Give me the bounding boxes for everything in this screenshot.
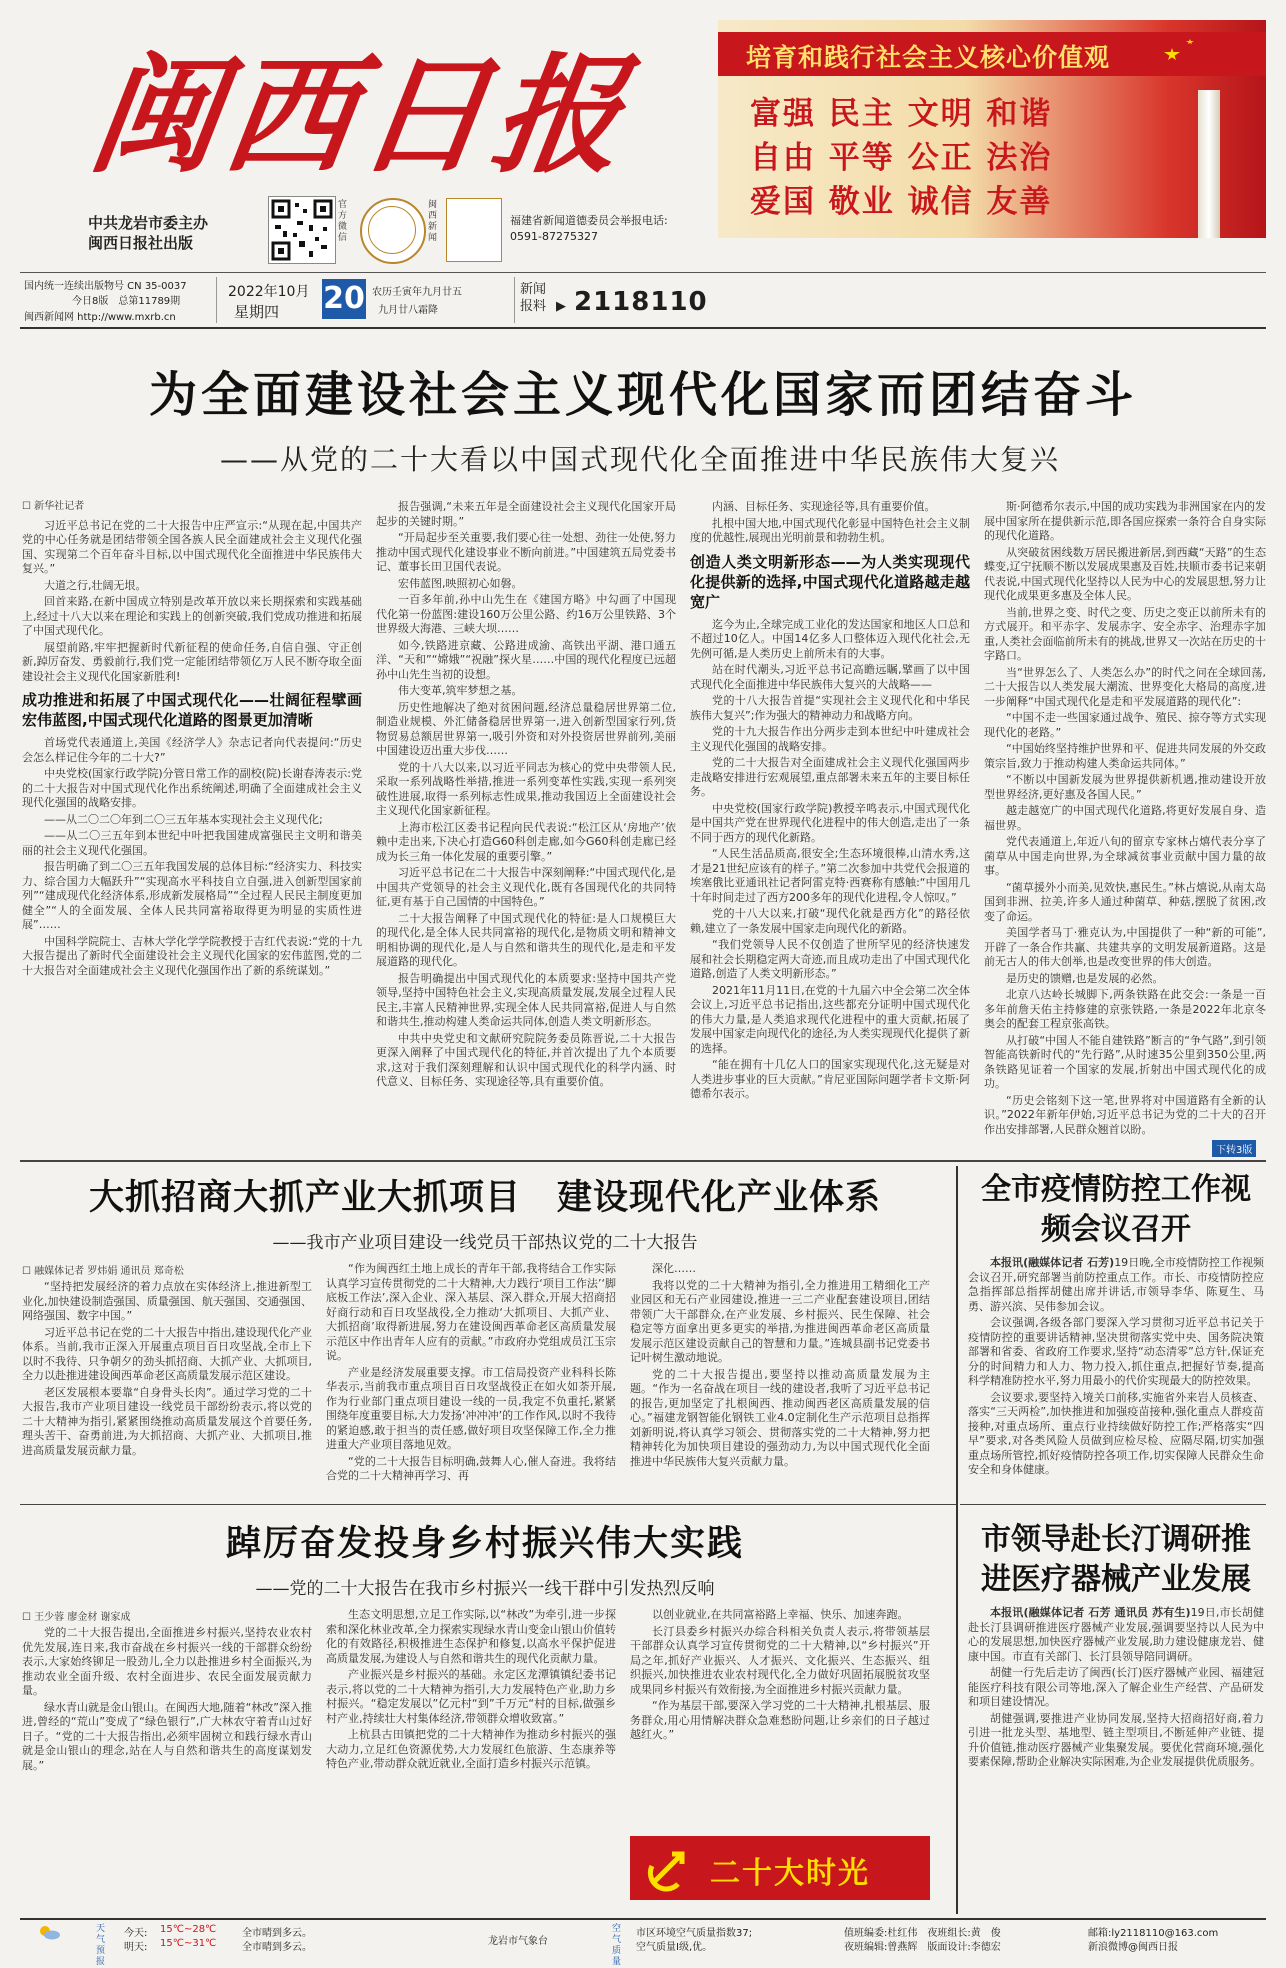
tomorrow-desc: 全市晴到多云。 [242,1942,312,1953]
paragraph: 上杭县古田镇把党的二十大精神作为推动乡村振兴的强大动力,立足红色资源优势,大力发展红色旅游、生态康养等特色产业,带动群众就近就业,全面打造乡村振兴示范镇。 [326,1728,616,1770]
honor-badge-icon [446,198,502,262]
paragraph: 绿水青山就是金山银山。在闽西大地,随着“林改”深入推进,曾经的“荒山”变成了“绿色银行”,广大林农守着青山过好日子。“党的二十大报告指出,必须牢固树立和践行绿水青山就是金山银山的理念,站在人与自然和谐共生的高度谋划发展。” [22,1700,312,1772]
story3-byline [968,1256,1264,1314]
twentieth-congress-stamp [630,1836,930,1900]
lead-col-4 [984,500,1266,1150]
story5-headline[interactable]: 市领导赴长汀调研推进医疗器械产业发展 [981,1522,1251,1597]
paragraph: 大道之行,壮阔无垠。 [44,578,147,592]
paragraph: 产业是经济发展重要支撑。市工信局投资产业科科长陈华表示,当前我市重点项目百日攻坚战役正在如火如荼开展,作为行业部门重点项目建设一线的一员,我定不负重托,紧紧围绕年度重要目标,大力发扬‘冲冲冲’的工作作风,以时不我待的紧迫感,敢于担当的责任感,做好项目攻坚保障工作,全力推进重大产业项目落地见效。 [326,1365,616,1451]
story5-body [968,1606,1264,1912]
paragraph: 生态文明思想,立足工作实际,以“林改”为牵引,进一步探索和深化林业改革,全力探索实现绿水青山变金山银山价值转化的有效路径,积极推进生态保护和修复,以高水平保护促进高质量发展,为建设人与自然和谐共生的现代化贡献力量。 [326,1608,616,1665]
lead-col-3 [690,500,970,1150]
paragraph: 产业振兴是乡村振兴的基础。永定区龙潭镇镇纪委书记表示,将以党的二十大精神为指引,大力发展特色产业,助力乡村振兴。“稳定发展以”亿元村“到”千万元“村的目标,做强乡村产业,持续壮大村集体经济,带领群众增收致富。” [326,1668,616,1725]
weather-label: 天气预报 [96,1924,106,1967]
values-row-3 [750,176,1052,221]
paragraph: “坚持把发展经济的着力点放在实体经济上,推进新型工业化,加快建设制造强国、质量强国、航天强国、交通强国、网络强国、数字中国。” [22,1280,312,1322]
value-item: 平等 [828,140,895,176]
banner-slogan: 培育和践行社会主义核心价值观 [746,43,1111,72]
qr-label: 官方微信 [338,200,348,243]
paragraph: 报告明确了到二〇三五年我国发展的总体目标:“经济实力、科技实力、综合国力大幅跃升”“实现高水平科技自立自强,进入创新型国家前列”“建成现代化经济体系,形成新发展格局”“全过程人民民主制度更加健全”“人的全面发展、全体人民共同富裕取得更为明显的实质性进展”…… [22,860,362,931]
value-item: 敬业 [828,184,895,220]
duty-editors: 值班编委:杜红伟 夜班组长:黄 俊 [844,1928,1001,1939]
paragraph: 展望前路,牢牢把握新时代新征程的使命任务,自信自强、守正创新,踔厉奋发、勇毅前行,我们党一定能团结带领亿万人民不断夺取全面建设社会主义现代化国家新胜利! [22,640,362,683]
paragraph: 中央党校(国家行政学院)教授辛鸣表示,中国式现代化是中国共产党在世界现代化进程中的伟大创造,走出了一条不同于西方的现代化新路。 [690,801,970,844]
story2-byline [22,1262,184,1277]
paragraph: 越走越宽广的中国式现代化道路,将更好发展自身、造福世界。 [984,804,1266,832]
value-item: 公正 [907,140,974,176]
website-link[interactable]: 闽西新闻网 http://www.mxrb.cn [24,312,176,323]
banner-pillar-icon [1198,90,1220,238]
footer-bar [20,1918,1266,1967]
byline-icon: ☐ [22,1266,35,1277]
paragraph: 扎根中国大地,中国式现代化彰显中国特色社会主义制度的优越性,展现出光明前景和勃勃生机。 [690,516,970,544]
section-rule [20,1504,956,1505]
paragraph: 北京八达岭长城脚下,两条铁路在此交会:一条是一百多年前詹天佑主持修建的京张铁路,一条是2022年北京冬奥会的配套工程京张高铁。 [984,988,1266,1030]
today-desc: 全市晴到多云。 [242,1928,312,1939]
paragraph: “作为基层干部,要深入学习党的二十大精神,扎根基层、服务群众,用心用情解决群众急难愁盼问题,让乡亲们的日子越过越红火。” [630,1699,930,1741]
aqi-level: 空气质量Ⅰ级,优。 [636,1942,713,1953]
paragraph: “开局起步至关重要,我们要心往一处想、劲往一处使,努力推动中国式现代化建设事业不断向前进。”中国建筑五局党委书记、董事长田卫国代表说。 [376,531,676,573]
issue-month: 2022年10月 [228,284,310,300]
news-hotline-label: 新闻报料 [520,282,547,314]
story2-col-2 [326,1262,616,1498]
story2-col-1 [22,1280,312,1498]
paragraph: 以创业就业,在共同富裕路上幸福、快乐、加速奔跑。 [652,1608,909,1621]
dateline-bar [20,272,1266,329]
paragraph: 我将以党的二十大精神为指引,全力推进用工精细化工产业园区和无石产业园建设,推进一三二产业配套建设项目,团结带领广大干部群众,在产业发展、乡村振兴、民生保障、社会稳定等方面拿出更多更实的举措,为推进闽西革命老区高质量发展示范区建设贡献自己的智慧和力量。”连城县副书记党委书记叶树生激动地说。 [630,1278,930,1364]
paragraph: 长汀县委乡村振兴办综合科相关负责人表示,将带领基层干部群众认真学习宣传贯彻党的二十大精神,以“乡村振兴”开局之年,抓好产业振兴、人才振兴、文化振兴、生态振兴、组织振兴,加快推进农业农村现代化,全力做好巩固拓展脱贫攻坚成果同乡村振兴有效衔接,为全面推进乡村振兴贡献力量。 [630,1624,930,1696]
issn: 国内统一连续出版物号 CN 35-0037 [24,281,187,292]
paragraph: 党代表通道上,年近八旬的留京专家林占熺代表分享了菌草从中国走向世界,为全球减贫事业贡献中国力量的故事。 [984,835,1266,877]
story4-subheadline: ——党的二十大报告在我市乡村振兴一线干群中引发热烈反响 [255,1579,715,1599]
issue-weekday: 星期四 [234,303,280,321]
lead-subheadline: ——从党的二十大看以中国式现代化全面推进中华民族伟大复兴 [219,443,1060,476]
value-item: 富强 [750,96,816,132]
story4-byline-text: 王少蓉 廖金材 谢家成 [34,1612,131,1623]
weather-icon [38,1924,60,1940]
paragraph: 中国科学院院士、吉林大学化学学院教授于吉红代表说:“党的十九大报告提出了新时代全面建设社会主义现代化国家的宏伟蓝图,党的二十大报告对全面建成社会主义现代化强国作出了新的系统谋划。” [22,934,362,977]
paragraph: 当“世界怎么了、人类怎么办”的时代之问在全球回荡,二十大报告以人类发展大潮流、世界变化大格局的高度,进一步阐释“中国式现代化是走和平发展道路的现代化”: [984,665,1266,708]
paragraph: “菌草援外小而美,见效快,惠民生。”林占熺说,从南太岛国到非洲、拉美,许多人通过种菌草、种菇,摆脱了贫困,改变了命运。 [984,880,1266,923]
aqi-label: 空气质量 [612,1924,622,1967]
weather-source: 龙岩市气象台 [488,1936,548,1947]
section-rule [20,1160,1266,1162]
paragraph: 如今,铁路进京藏、公路进成渝、高铁出平湖、港口通五洋、“天和”“嫦娥”“祝融”探火星……中国的现代化程度已远超孙中山先生当初的设想。 [376,638,676,681]
value-item: 自由 [750,140,816,176]
today-temp: 15℃~28℃ [160,1924,217,1935]
byline-icon: ☐ [22,1612,35,1623]
paragraph: 历史性地解决了绝对贫困问题,经济总量稳居世界第二位,制造业规模、外汇储备稳居世界第一,进入创新型国家行列,货物贸易总额居世界第一,吸引外资和对外投资居世界前列,美丽中国建设迈出重大步伐…… [376,700,676,757]
story2-byline-text: 融媒体记者 罗炜娟 通讯员 郑奇松 [34,1266,184,1277]
paragraph: 斯·阿德希尔表示,中国的成功实践为非洲国家在内的发展中国家所在提供新示范,即各国应探索一条符合自身实际的现代化道路。 [984,500,1266,542]
paragraph: 美国学者马丁·雅克认为,中国提供了一种“新的可能”,开辟了一条合作共赢、共建共享的文明发展新道路。这是前无古人的伟大创举,也是改变世界的伟大创造。 [984,926,1266,968]
paragraph: 习近平总书记在党的二十大报告中庄严宣示:“从现在起,中国共产党的中心任务就是团结带领全国各族人民全面建成社会主义现代化强国、实现第二个百年奋斗目标,以中国式现代化全面推进中华民族伟大复兴。” [22,518,362,575]
column-divider [956,1166,958,1914]
paragraph: 会议要求,要坚持入境关口前移,实施省外来岩人员核查、落实“三天两检”,加快推进和加强疫苗接种,强化重点人群疫苗接种,对重点场所、重点行业持续做好防控工作;严格落实“四早”要求,对各类风险人员做到应检尽检、应隔尽隔,切实加强重点场所管控,抓好疫情防控各项工作,切实保障人民群众生命安全和身体健康。 [968,1390,1264,1476]
publisher-line-2: 闽西日报社出版 [88,234,194,252]
paragraph: “不断以中国新发展为世界提供新机遇,推动建设开放型世界经济,更好惠及各国人民。” [984,773,1266,801]
paragraph: “我们党领导人民不仅创造了世所罕见的经济快速发展和社会长期稳定两大奇迹,而且成功走出了中国式现代化道路,创造了人类文明新形态。” [690,938,970,980]
qr-code-icon [269,197,335,263]
story2-subheadline: ——我市产业项目建设一线党员干部热议党的二十大报告 [272,1233,698,1253]
value-item: 民主 [828,96,895,132]
paragraph: 伟大变革,筑牢梦想之基。 [398,684,523,697]
paragraph: 当前,世界之变、时代之变、历史之变正以前所未有的方式展开。和平赤字、发展赤字、安全赤字、治理赤字加重,人类社会面临前所未有的挑战,世界又一次站在历史的十字路口。 [984,605,1266,662]
paragraph: 从突破贫困线数万居民搬进新居,到西藏“天路”的生态蝶变,辽宁抚顺不断以发展成果惠及百姓,扶顺市委书记来朝代表说,中国式现代化坚持以人民为中心的发展思想,努力让现代化成果更多惠及全体人民。 [984,545,1266,602]
paragraph: “作为闽西红土地上成长的青年干部,我将结合工作实际认真学习宣传贯彻党的二十大精神,大力践行‘项目工作法’‘脚底板工作法’,深入企业、深入基层、深入群众,开展大招商招好商行动和百日攻坚战役,全力推动‘大抓项目、大抓产业、大抓招商’取得新进展,努力在建设闽西革命老区高质量发展示范区中作出青年人应有的贡献。”市政府办党组成员江玉宗说。 [326,1262,616,1362]
paragraph: 中央党校(国家行政学院)分管日常工作的副校(院)长谢春涛表示:党的二十大报告对中国式现代化作出系统阐述,明确了全面建成社会主义现代化强国的战略安排。 [22,767,362,809]
paragraph: 胡健强调,要推进产业协同发展,坚持大招商招好商,着力引进一批龙头型、基地型、链主型项目,不断延伸产业链、提升价值链,推动医疗器械产业集聚发展。要优化营商环境,强化要素保障,帮助企业解决实际困难,为企业发展提供优质服务。 [968,1711,1264,1768]
issue-count: 今日8版 总第11789期 [72,296,181,307]
badge-label: 闽西新闻 [428,200,438,243]
paragraph: “党的二十大报告目标明确,鼓舞人心,催人奋进。我将结合党的二十大精神再学习、再 [326,1454,616,1482]
weibo-link[interactable]: 新浪微博@闽西日报 [1088,1942,1178,1953]
qr-code[interactable] [268,196,336,264]
values-row-1 [750,88,1052,133]
story3-headline[interactable]: 全市疫情防控工作视频会议召开 [981,1172,1251,1247]
paragraph: 宏伟蓝图,映照初心如磐。 [398,576,523,590]
paragraph: 报告明确提出中国式现代化的本质要求:坚持中国共产党领导,坚持中国特色社会主义,实现高质量发展,发展全过程人民民主,丰富人民精神世界,实现全体人民共同富裕,促进人与自然和谐共生,推动构建人类命运共同体,创造人类文明新形态。 [376,971,676,1028]
divider [216,277,217,323]
paragraph: 站在时代潮头,习近平总书记高瞻远瞩,擘画了以中国式现代化全面推进中华民族伟大复兴的大战略—— [690,663,970,691]
story4-col-2 [326,1608,616,1912]
paragraph: 党的二十大报告对全面建成社会主义现代化强国两步走战略安排进行宏观展望,重点部署未来五年的主要目标任务。 [690,756,970,798]
stamp-label: 二十大时光 [710,1856,870,1891]
paragraph: 党的十八大以来,打破“现代化就是西方化”的路径依赖,建立了一条发展中国家走向现代化的新路。 [690,907,970,935]
byline-text: 本报讯(融媒体记者 石芳) [990,1256,1115,1269]
paragraph: 党的十八大以来,以习近平同志为核心的党中央带领人民,采取一系列战略性举措,推进一系列变革性实践,实现一系列突破性进展,取得一系列标志性成果,推动我国迈上全面建设社会主义现代化国家新征程。 [376,760,676,817]
paragraph: 内涵、目标任务、实现途径等,具有重要价值。 [712,500,936,513]
values-banner [718,20,1266,238]
paragraph: 中共中央党史和文献研究院院务委员陈晋说,二十大报告更深入阐释了中国式现代化的特征,并首次提出了九个本质要求,这对于我们深刻理解和认识中国式现代化的科学内涵、时代意义、目标任务、实现途径等,具有重要价值。 [376,1031,676,1088]
paragraph: “历史会铭刻下这一笔,世界将对中国道路有全新的认识。”2022年新年伊始,习近平总书记为党的二十大的召开作出安排部署,人民群众翘首以盼。 [984,1093,1266,1136]
paragraph: 回首来路,在新中国成立特别是改革开放以来长期探索和实践基础上,经过十八大以来在理论和实践上的创新突破,我们党成功推进和拓展了中国式现代化。 [22,595,362,637]
publisher-line-1: 中共龙岩市委主办 [88,214,209,232]
paragraph: 上海市松江区委书记程向民代表说:“松江区从‘房地产’依赖中走出来,下决心打造G60科创走廊,如今G60科创走廊已经成为长三角一体化发展的重要引擎。” [376,820,676,863]
values-row-2 [750,132,1052,177]
paragraph: 一百多年前,孙中山先生在《建国方略》中勾画了中国现代化第一份蓝图:建设160万公里公路、约16万公里铁路、3个世界级大海港、三峡大坝…… [376,593,676,635]
paragraph: “中国不走一些国家通过战争、殖民、掠夺等方式实现现代化的老路。” [984,711,1266,739]
masthead-logo: 闽西日报 [81,41,639,191]
story2-headline[interactable]: 大抓招商大抓产业大抓项目 建设现代化产业体系 [88,1178,881,1218]
byline-text: 本报讯(融媒体记者 石芳 通讯员 苏有生) [990,1606,1191,1619]
solar-term: 九月廿八霜降 [378,305,438,316]
paragraph-text: 19日晚,全市疫情防控工作视频会议召开,研究部署当前防控重点工作。市长、市疫情防控应急指挥部总指挥胡健出席并讲话,市领导李华、陈夏生、马勇、游兴滨、吴伟参加会议。 [968,1256,1264,1313]
value-item: 和谐 [986,96,1053,132]
section-rule [960,1504,1266,1505]
story4-col-3 [630,1608,930,1824]
party-emblem-icon [644,1844,692,1892]
paragraph: “中国始终坚持维护世界和平、促进共同发展的外交政策宗旨,致力于推动构建人类命运共同体。” [984,742,1266,770]
paragraph: “人民生活品质高,很安全;生态环境很棒,山清水秀,这才是21世纪应该有的样子。”第二次参加中共党代会报道的埃塞俄比亚通讯社记者阿雷克特·西赛称有感触:“中国用几十年时间走过了西方200多年的现代化进程,令人惊叹。” [690,847,970,904]
phone-icon: ▶ [556,299,566,314]
lead-col-2 [376,500,676,1150]
night-editors: 夜班编辑:曾燕辉 版面设计:李德宏 [844,1942,1001,1953]
paragraph-text: 19日,市长胡健赴长汀县调研推进医疗器械产业发展,强调要坚持以人民为中心的发展思想,加快医疗器械产业发展,助力建设健康龙岩、健康中国。市直有关部门、长汀县领导陪同调研。 [968,1606,1264,1663]
paragraph: 党的十九大报告作出分两步走到本世纪中叶建成社会主义现代化强国的战略安排。 [690,725,970,753]
value-item: 法治 [986,140,1053,176]
issue-day: 20 [322,279,366,319]
paragraph: 迄今为止,全球完成工业化的发达国家和地区人口总和不超过10亿人。中国14亿多人口整体迈入现代化社会,无先例可循,是人类历史上前所未有的大事。 [690,617,970,660]
paragraph: 习近平总书记在党的二十大报告中指出,建设现代化产业体系。当前,我市正深入开展重点项目百日攻坚战,全市上下以时不我待、只争朝夕的劲头抓招商、大抓产业、大抓项目,全力以赴推进建设闽西革命老区高质量发展示范区建设。 [22,1325,312,1382]
paragraph: 深化…… [652,1262,696,1275]
badge-seal-icon [360,198,426,264]
paragraph: 从打破“中国人不能自建铁路”断言的“争气路”,到引领智能高铁新时代的“先行路”,从时速35公里到350公里,两条铁路见证着一个国家的发展,折射出中国式现代化的成功。 [984,1033,1266,1090]
paragraph: 党的二十大报告提出,要坚持以推动高质量发展为主题。“作为一名奋战在项目一线的建设者,我听了习近平总书记的报告,更加坚定了扎根闽西、推动闽西老区高质量发展的信心。”福建龙钢智能化钢铁工业4.0定制化生产示范项目总指挥刘新明说,将认真学习领会、贯彻落实党的二十大精神,努力把精神转化为加快项目建设的强劲动力,为以中国式现代化全面推进中华民族伟大复兴贡献力量。 [630,1367,930,1468]
story4-byline [22,1608,131,1623]
lead-col-1 [22,500,362,1150]
paragraph: 党的十八大报告首提“实现社会主义现代化和中华民族伟大复兴”;作为强大的精神动力和战略方向。 [690,694,970,722]
value-item: 文明 [907,96,974,132]
story4-col-1 [22,1626,312,1912]
news-hotline-number[interactable]: 2118110 [574,287,708,317]
paragraph: 会议强调,各级各部门要深入学习贯彻习近平总书记关于疫情防控的重要讲话精神,坚决贯彻落实党中央、国务院决策部署和省委、省政府工作要求,坚持“动态清零”总方针,保证充分的时间精力和人力、物力投入,抓住重点,把握好节奏,提高科学精准防控水平,努力用最小的代价实现最大的防控效果。 [968,1316,1264,1387]
report-hotline-number: 0591-87275327 [510,230,598,243]
story4-headline[interactable]: 踔厉奋发投身乡村振兴伟大实践 [225,1524,744,1564]
paragraph: 二十大报告阐释了中国式现代化的特征:是人口规模巨大的现代化,是全体人民共同富裕的现代化,是物质文明和精神文明相协调的现代化,是人与自然和谐共生的现代化,是走和平发展道路的现代化。 [376,911,676,968]
email-link[interactable]: 邮箱:ly2118110@163.com [1088,1928,1219,1939]
paragraph: “能在拥有十几亿人口的国家实现现代化,这无疑是对人类进步事业的巨大贡献。”肯尼亚国际问题学者卡文斯·阿德希尔表示。 [690,1058,970,1100]
lead-byline: 新华社记者 [34,501,85,512]
paragraph: 报告强调,“未来五年是全面建设社会主义现代化国家开局起步的关键时期。” [376,500,676,528]
tomorrow-temp: 15℃~31℃ [160,1938,217,1949]
paragraph: 2021年11月11日,在党的十九届六中全会第二次全体会议上,习近平总书记指出,这些都充分证明中国式现代化的伟大力量,是人类追求现代化进程中的重大贡献,拓展了发展中国家走向现代化的途径,为人类实现现代化提供了新的选择。 [690,983,970,1055]
lead-section-heading: 成功推进和拓展了中国式现代化——壮阔征程擘画宏伟蓝图,中国式现代化道路的图景更加清晰 [22,691,362,729]
today-label: 今天: [124,1928,148,1939]
paragraph: 首场党代表通道上,美国《经济学人》杂志记者向代表提问:“历史会怎么样记住今年的二十大?” [22,736,362,764]
value-item: 诚信 [907,184,974,220]
byline-icon: ☐ [22,501,35,512]
paragraph: 习近平总书记在二十大报告中深刻阐释:“中国式现代化,是中国共产党领导的社会主义现代化,既有各国现代化的共同特征,更有基于自己国情的中国特色。” [376,866,676,908]
tomorrow-label: 明天: [124,1942,148,1953]
paragraph: 老区发展根本要靠“自身骨头长肉”。通过学习党的二十大报告,我市产业项目建设一线党员干部纷纷表示,将以党的二十大精神为指引,紧紧围绕推动高质量发展这个首要任务,理头苦干、奋勇前进,为大抓招商、大抓产业、大抓项目,推进高质量发展贡献力量。 [22,1385,312,1457]
value-item: 友善 [986,184,1053,220]
paragraph: ——从二〇二〇年到二〇三五年基本实现社会主义现代化; [44,812,323,826]
report-hotline-label: 福建省新闻道德委员会举报电话: [510,214,668,227]
story2-col-3 [630,1262,930,1498]
paragraph: 党的二十大报告提出,全面推进乡村振兴,坚持农业农村优先发展,连日来,我市奋战在乡村振兴一线的干部群众纷纷表示,大家始终铆足一股劲儿,全力以赴推进乡村全面振兴,为推动农业全面升级、农村全面进步、农民全面发展贡献力量。 [22,1626,312,1697]
lead-section-heading: 创造人类文明新形态——为人类实现现代化提供新的选择,中国式现代化道路越走越宽广 [690,552,970,611]
story3-body [968,1256,1264,1496]
aqi-index: 市区环境空气质量指数37; [636,1928,753,1939]
lead-headline[interactable]: 为全面建设社会主义现代化国家而团结奋斗 [148,367,1137,423]
masthead [0,0,700,290]
lunar-date: 农历壬寅年九月廿五 [372,287,462,298]
divider [514,277,515,323]
paragraph: 是历史的馈赠,也是发展的必然。 [1006,971,1164,985]
paragraph: ——从二〇三五年到本世纪中叶把我国建成富强民主文明和谐美丽的社会主义现代化强国。 [22,829,362,857]
continue-tag[interactable]: 下转3版 [1212,1140,1256,1157]
story5-byline [968,1606,1264,1664]
paragraph: 胡健一行先后走访了闽西(长汀)医疗器械产业园、福建冠能医疗科技有限公司等地,深入了解企业生产经营、产品研发和项目建设情况。 [968,1666,1264,1708]
value-item: 爱国 [750,184,816,220]
